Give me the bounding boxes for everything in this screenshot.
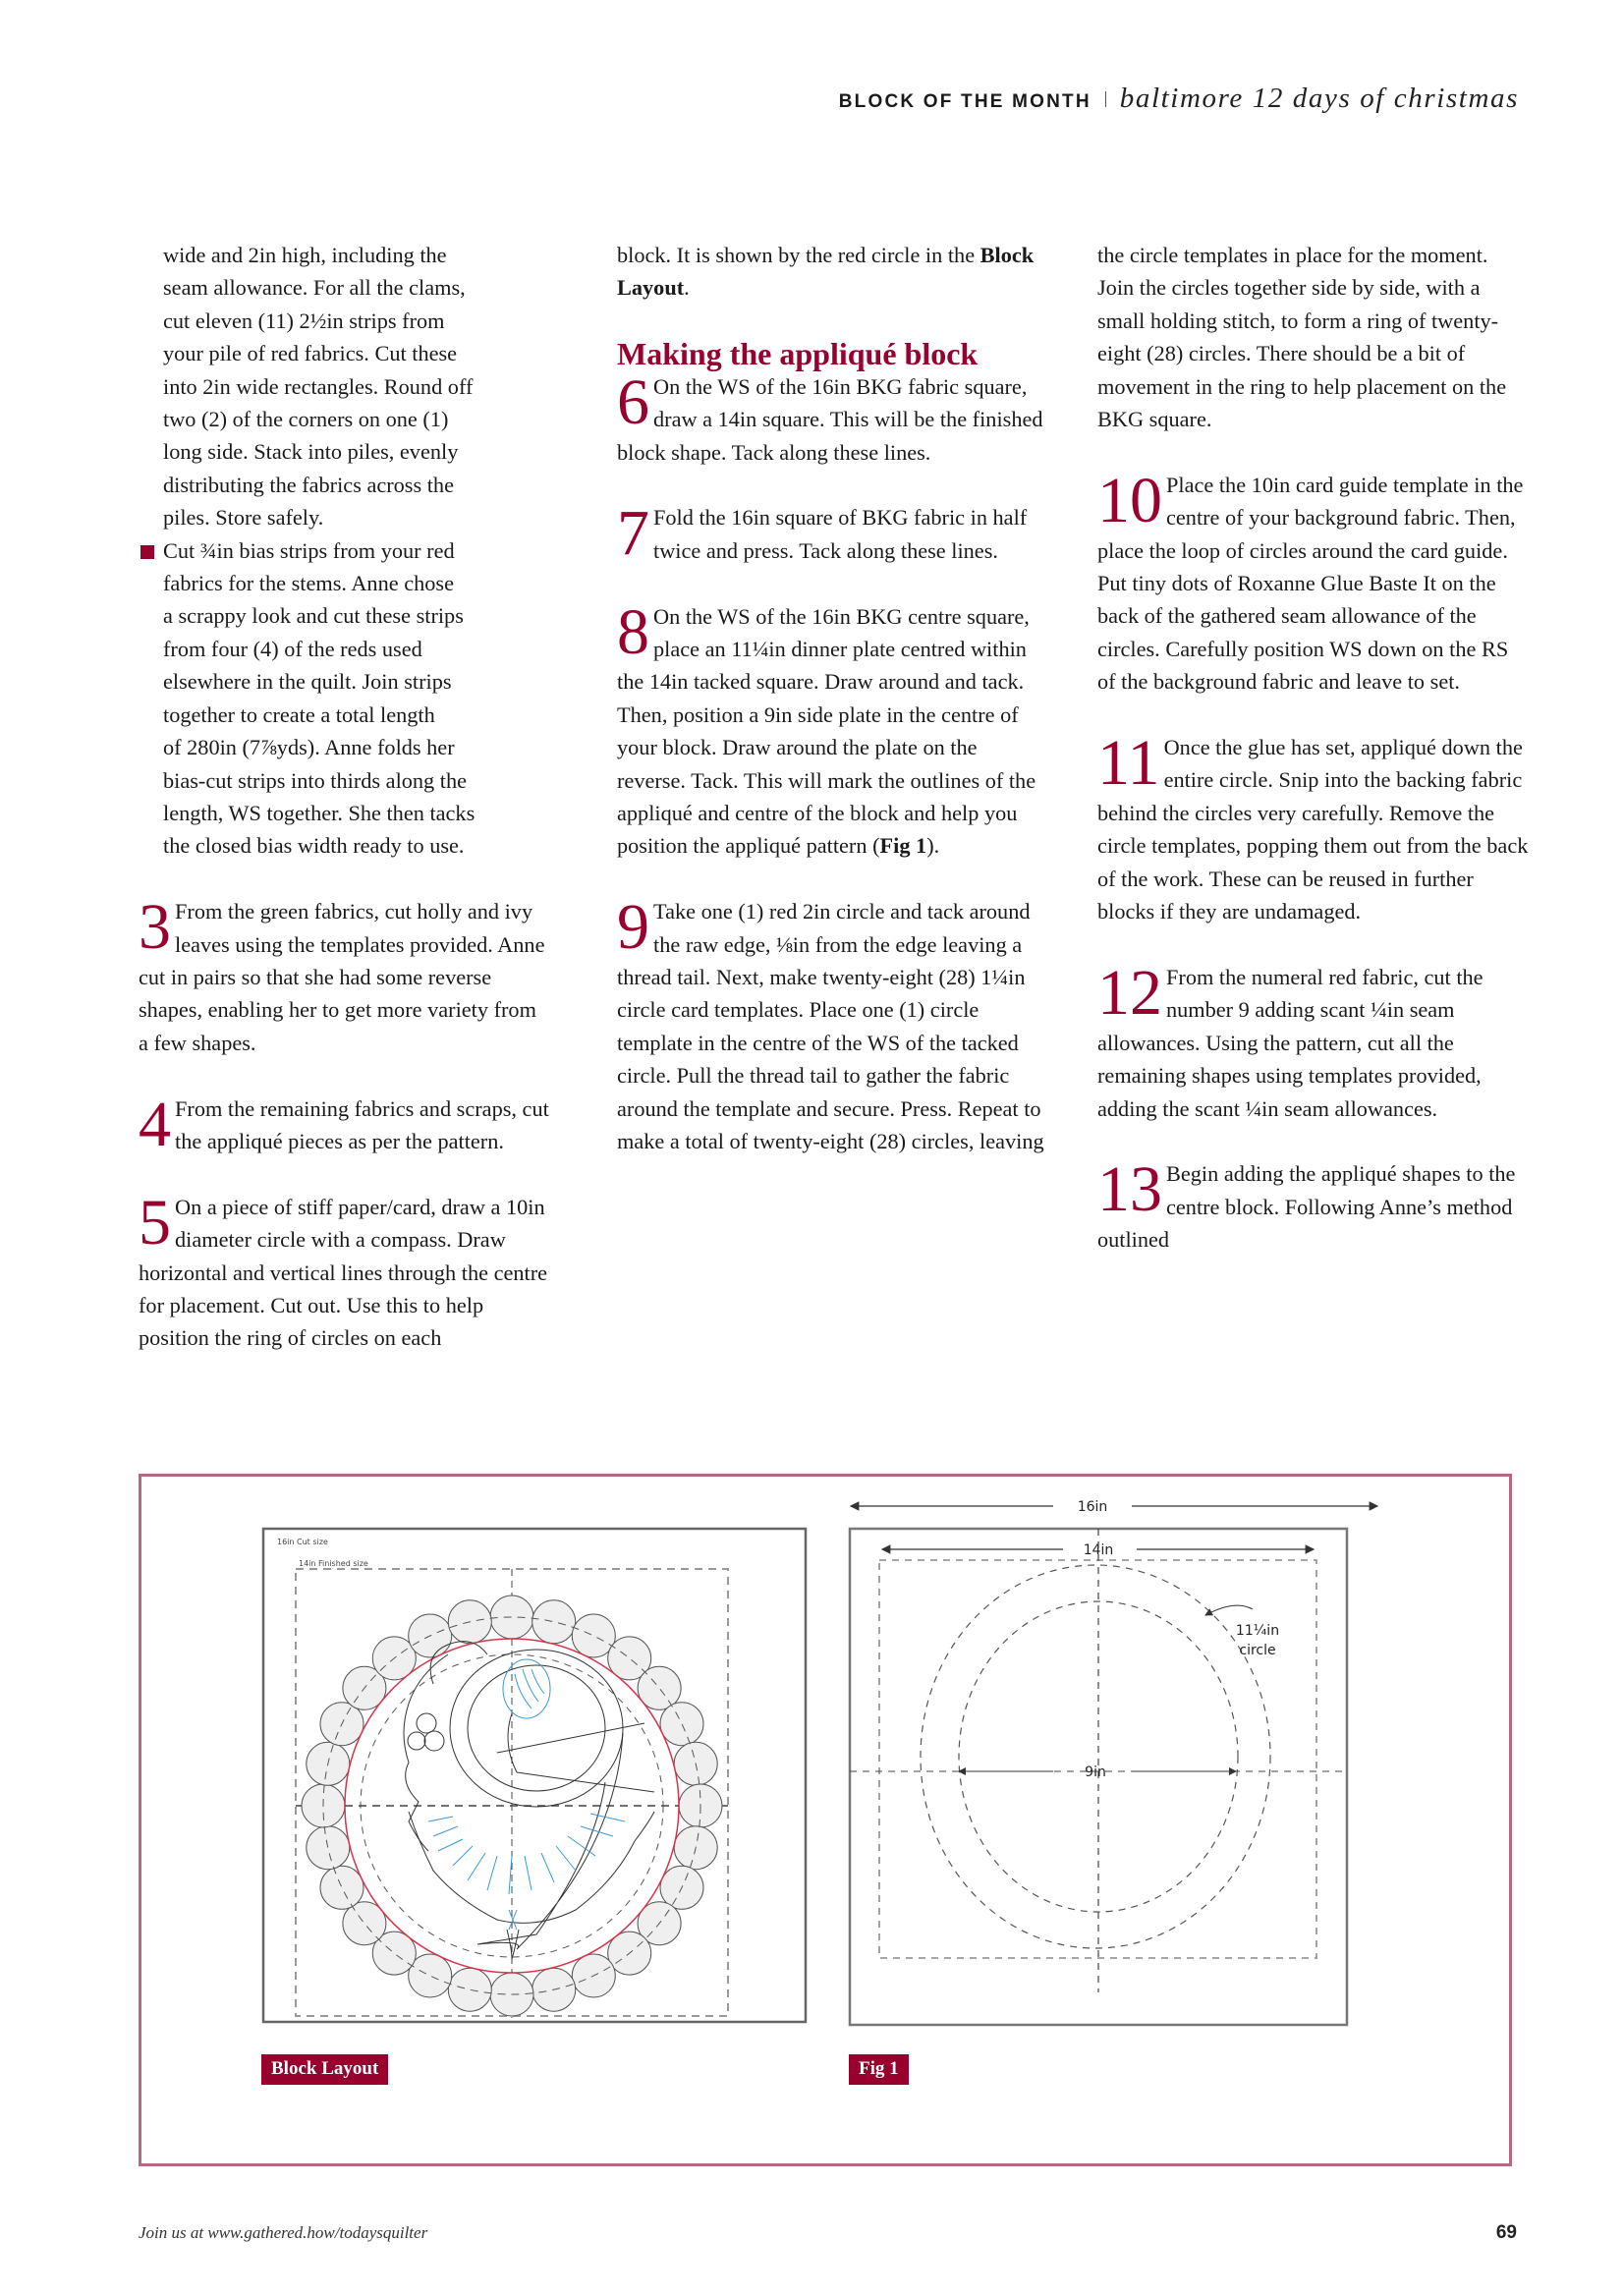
step-6 <box>617 365 1049 469</box>
step-10 <box>1097 464 1530 699</box>
text-line: length, WS together. She then tacks <box>163 800 476 825</box>
outer-dimension-label: 16in <box>1077 1499 1108 1515</box>
text-line: fabrics for the stems. Anne chose <box>163 571 454 596</box>
text-line: piles. Store safely. <box>163 505 324 531</box>
gathered-circle <box>490 1596 533 1639</box>
gathered-circle <box>660 1703 703 1746</box>
step-9 <box>617 891 1049 1157</box>
page-number: 69 <box>1495 2222 1517 2243</box>
step-text: On the WS of the 16in BKG fabric square, draw a 14in square. This will be the finished block shape. Tack along these lines. <box>617 373 1043 465</box>
continuation-paragraph <box>139 239 571 534</box>
text-line: into 2in wide rectangles. Round off <box>163 373 474 399</box>
step-number: 5 <box>139 1186 171 1259</box>
cut-size-label: 16in Cut size <box>277 1538 328 1546</box>
block-layout-caption: Block Layout <box>261 2054 388 2085</box>
step-text: Once the glue has set, appliqué down the entire circle. Snip into the backing fabric behind the circles very carefully. Remove the circle templates, popping them out from the back of the work. These can be reused in further blocks if they are undamaged. <box>1097 735 1529 924</box>
finished-size-label: 14in Finished size <box>299 1559 368 1568</box>
text-line: elsewhere in the quilt. Join strips <box>163 669 452 695</box>
text-line: together to create a total length <box>163 701 435 727</box>
step-text: ). <box>926 833 940 859</box>
running-header <box>839 83 1519 115</box>
step-number: 3 <box>139 891 171 964</box>
column-3 <box>1097 239 1530 1257</box>
step-12 <box>1097 956 1530 1125</box>
continuation-paragraph: the circle templates in place for the moment. Join the circles together side by side, with a small holding stitch, to form a ring of twenty-eight (28) circles. There should be a bit of movement in the ring to help placement on the BKG square. <box>1097 243 1507 432</box>
step-number: 13 <box>1097 1153 1162 1226</box>
text-line: bias-cut strips into thirds along the <box>163 767 468 793</box>
step-number: 9 <box>617 891 649 964</box>
fig1-diagram <box>847 1491 1402 2030</box>
text-line: cut eleven (11) 2½in strips from <box>163 308 445 333</box>
step-4 <box>139 1088 551 1160</box>
step-text: From the green fabrics, cut holly and ivy leaves using the templates provided. Anne cut in pairs so that she had some reverse shapes, enabling her to get more variety from a few shapes. <box>139 899 545 1055</box>
figure-reference: Block Layout <box>617 243 1035 301</box>
step-number: 6 <box>617 365 649 438</box>
text-line: a scrappy look and cut these strips <box>163 603 464 629</box>
step-13 <box>1097 1153 1530 1256</box>
figures-panel <box>139 1474 1512 2166</box>
text-line: seam allowance. For all the clams, <box>163 275 466 301</box>
step-text: Place the 10in card guide template in the centre of your background fabric. Then, place the loop of circles around the card guide. Put tiny dots of Roxanne Glue Baste It on the back of the gathered seam allowance of the circles. Carefully position WS down on the RS of the background fabric and leave to set. <box>1097 472 1524 695</box>
block-layout-diagram <box>261 1527 810 2026</box>
series-title: baltimore 12 days of christmas <box>1119 83 1519 114</box>
step-number: 12 <box>1097 956 1162 1029</box>
step-text: Take one (1) red 2in circle and tack around the raw edge, ⅛in from the edge leaving a thread tail. Next, make twenty-eight (28) 1¼in circle card templates. Place one (1) circle template in the centre of the WS of the tacked circle. Pull the thread tail to gather the fabric around the template and secure. Press. Repeat to make a total of twenty-eight (28) circles, leaving <box>617 899 1044 1154</box>
step-number: 4 <box>139 1088 171 1160</box>
section-heading: Making the appliqué block <box>617 335 979 371</box>
step-number: 7 <box>617 497 649 570</box>
step-11 <box>1097 727 1530 927</box>
bullet-item <box>139 534 571 863</box>
step-8 <box>617 595 1049 863</box>
step-5 <box>139 1186 551 1355</box>
footer-url: Join us at www.gathered.how/todaysquilter <box>139 2223 428 2242</box>
step-text: From the remaining fabrics and scraps, cut the appliqué pieces as per the pattern. <box>175 1095 549 1153</box>
text-run: block. It is shown by the red circle in the <box>617 243 980 267</box>
figure-reference: Fig 1 <box>879 833 927 859</box>
text-line: distributing the fabrics across the <box>163 472 454 497</box>
text-line: of 280in (7⅞yds). Anne folds her <box>163 735 455 760</box>
gathered-circle <box>307 1826 350 1870</box>
continuation-paragraph <box>617 239 1049 305</box>
step-text: Begin adding the appliqué shapes to the centre block. Following Anne’s method outlined <box>1097 1161 1516 1253</box>
step-text: On a piece of stiff paper/card, draw a 10in diameter circle with a compass. Draw horizontal and vertical lines through the centre for placement. Cut out. Use this to help position the ring of circles on each <box>139 1194 548 1351</box>
text-line: your pile of red fabrics. Cut these <box>163 341 458 366</box>
column-2 <box>617 239 1049 1158</box>
inner-dimension-label: 14in <box>1083 1542 1114 1558</box>
text-line: two (2) of the corners on one (1) <box>163 407 449 432</box>
text-line: long side. Stack into piles, evenly <box>163 439 459 465</box>
header-divider <box>1105 91 1106 107</box>
circle-callout-label-1: 11¼in <box>1235 1623 1280 1639</box>
text-line: Cut ¾in bias strips from your red <box>163 537 455 563</box>
text-line: from four (4) of the reds used <box>163 636 422 661</box>
column-1 <box>139 239 571 1355</box>
step-number: 8 <box>617 595 649 668</box>
square-bullet-icon <box>140 545 154 559</box>
step-number: 11 <box>1097 727 1160 800</box>
step-number: 10 <box>1097 464 1162 536</box>
gathered-circle <box>320 1866 364 1909</box>
gathered-circle <box>532 1600 576 1644</box>
step-7 <box>617 497 1049 570</box>
fig1-caption: Fig 1 <box>849 2054 909 2085</box>
text-line: wide and 2in high, including the <box>163 243 447 267</box>
step-text: Fold the 16in square of BKG fabric in half twice and press. Tack along these lines. <box>653 505 1028 563</box>
step-3 <box>139 891 551 1059</box>
circle-callout-label-2: circle <box>1239 1643 1276 1658</box>
step-text: From the numeral red fabric, cut the number 9 adding scant ¼in seam allowances. Using the pattern, cut all the remaining shapes using templates provided, adding the scant ¼in seam allowances. <box>1097 964 1483 1121</box>
section-kicker: BLOCK OF THE MONTH <box>838 91 1091 112</box>
step-text: On the WS of the 16in BKG centre square, place an 11¼in dinner plate centred within the 14in tacked square. Draw around and tack. Then, position a 9in side plate in the centre of your block. Draw around the plate on the reverse. Tack. This will mark the outlines of the appliqué and centre of the block and help you position the appliqué pattern ( <box>617 603 1036 859</box>
text-run: . <box>684 275 690 301</box>
inner-circle-label: 9in <box>1085 1764 1106 1780</box>
gathered-circle <box>448 1968 491 2011</box>
text-line: the closed bias width ready to use. <box>163 833 465 859</box>
